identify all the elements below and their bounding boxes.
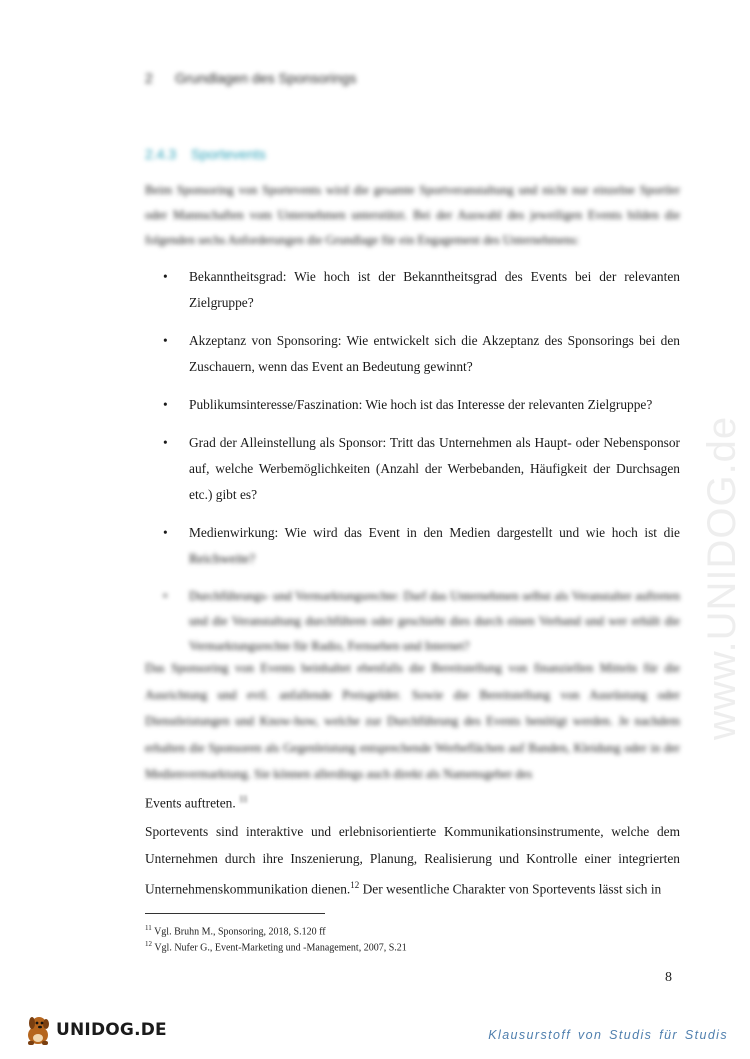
- footnote-number: 12: [145, 940, 152, 949]
- dog-icon: [22, 1013, 54, 1047]
- paragraph-text: Sportevents sind interaktive und erlebnisorientierte Kommunikationsinstrumente, welche dem Unternehmen durch ihre Inszenierung, Planung, Realisierung und Kontrolle einer integrierten Unternehmenskommunikation dienen.: [145, 824, 680, 897]
- page-number: 8: [665, 970, 672, 985]
- footnotes: [145, 922, 680, 955]
- list-item: • Bekanntheitsgrad: Wie hoch ist der Bekanntheitsgrad des Events bei der relevanten Zielgruppe?: [145, 264, 680, 316]
- unidog-logo: [22, 1012, 167, 1048]
- paragraph-tail-text: Events auftreten.: [145, 795, 236, 811]
- list-item: • Grad der Alleinstellung als Sponsor: Tritt das Unternehmen als Haupt- oder Nebensponsor auf, welche Werbemöglichkeiten (Anzahl der Werbebanden, Häufigkeit der Durchsagen etc.) gibt es?: [145, 430, 680, 508]
- chapter-title: Grundlagen des Sponsorings: [175, 70, 357, 86]
- footnote-text: Vgl. Nufer G., Event-Marketing und -Management, 2007, S.21: [154, 942, 407, 954]
- footnote-number: 11: [145, 924, 152, 932]
- logo-text: UNIDOG.DE: [56, 1020, 167, 1040]
- footnote-divider: [145, 913, 325, 914]
- section-heading: [145, 146, 665, 162]
- intro-paragraph: Beim Sponsoring von Sportevents wird die gesamte Sportveranstaltung und nicht nur einzelne Sportler oder Mannschaften vom Unternehmen unterstützt. Bei der Auswahl des jeweiligen Events bilden die folgenden sechs Anforderungen die Grundlage für ein Engagement des Unternehmens:: [145, 183, 680, 247]
- list-item: • Publikumsinteresse/Faszination: Wie hoch ist das Interesse der relevanten Zielgruppe?: [145, 392, 680, 418]
- footnote: [145, 938, 680, 954]
- list-item-text: Medienwirkung: Wie wird das Event in den Medien dargestellt und wie hoch ist die: [189, 525, 680, 540]
- section-title: Sportevents: [191, 146, 266, 162]
- criteria-list: [145, 264, 680, 671]
- watermark: www.UNIDOG.de: [700, 415, 744, 740]
- footnote: [145, 922, 680, 938]
- list-item: [145, 520, 680, 572]
- sponsoring-paragraph: Das Sponsoring von Events beinhaltet ebenfalls die Bereitstellung von finanziellen Mitteln für die Ausrichtung und evtl. anfallende Preisgelder. Sowie die Bereitstellung von Ausrüstung oder Dienstleistungen und Know-how, welche zur Durchführung des Events benötigt werden. Je nachdem erhalten die Sponsoren als Gegenleistung entsprechende Werbeflächen auf Banden, Kleidung oder in der Medienvermarktung. Sie können allerdings auch direkt als Namensgeber des: [145, 661, 680, 781]
- footnote-text: Vgl. Bruhn M., Sponsoring, 2018, S.120 ff: [154, 926, 326, 938]
- running-header: [145, 70, 665, 86]
- list-item-tail: Reichweite?: [189, 551, 256, 566]
- list-item: • Durchführungs- und Vermarktungsrechte: Darf das Unternehmen selbst als Veranstalter auftreten und die Veranstaltung durchführen oder geschieht dies durch einen Verband und wer erhält die Vermarktungsrechte für Radio, Fernsehen und Internet?: [145, 584, 680, 659]
- paragraph-text: Der wesentliche Charakter von Sportevents lässt sich in: [359, 881, 662, 897]
- footnote-ref: 12: [350, 880, 360, 890]
- list-item: • Akzeptanz von Sponsoring: Wie entwickelt sich die Akzeptanz des Sponsorings bei den Zuschauern, wenn das Event an Bedeutung gewinnt?: [145, 328, 680, 380]
- sportevents-paragraph: [145, 818, 680, 902]
- sponsoring-paragraph-tail: [145, 786, 248, 816]
- section-number: 2.4.3: [145, 146, 177, 162]
- footnote-ref: 11: [239, 794, 248, 804]
- chapter-number: 2: [145, 70, 153, 86]
- tagline: Klausurstoff von Studis für Studis: [488, 1028, 728, 1042]
